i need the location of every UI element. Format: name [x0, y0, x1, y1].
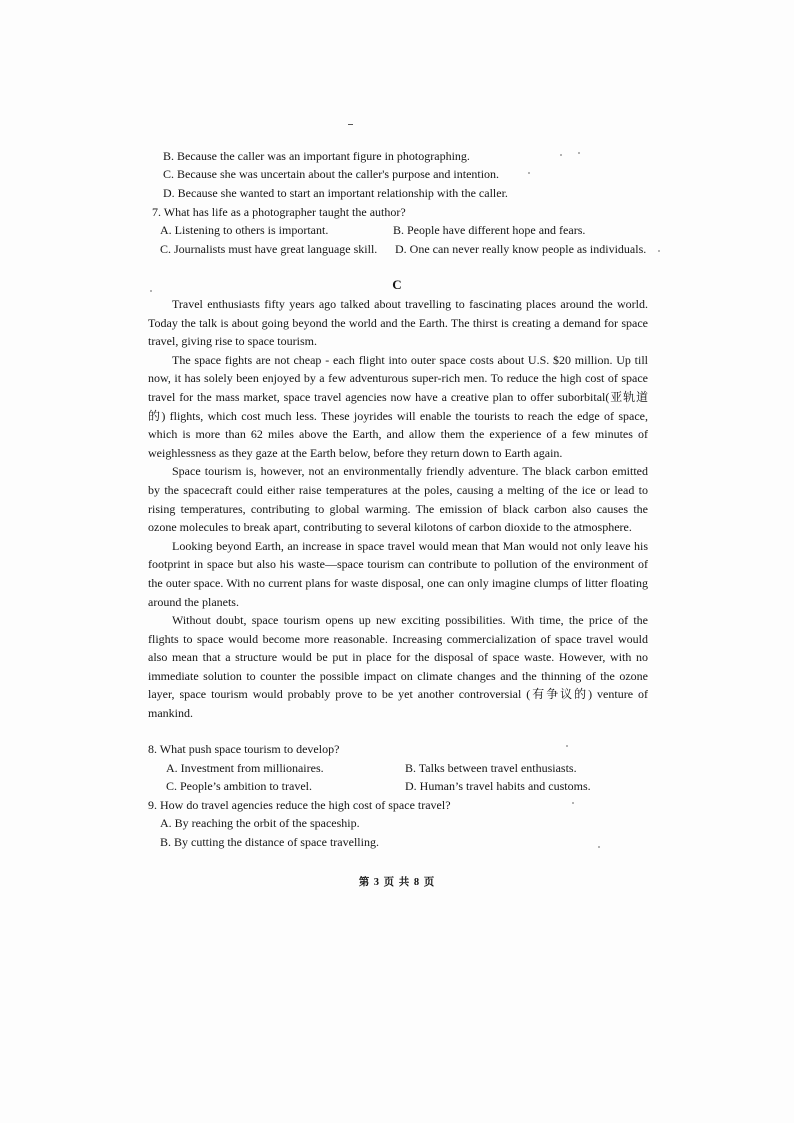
scan-speckle	[566, 745, 568, 747]
q9-option-a: A. By reaching the orbit of the spaceship.	[160, 816, 360, 831]
q9-stem: 9. How do travel agencies reduce the high cost of space travel?	[148, 797, 451, 812]
q8-options-row-2	[148, 777, 658, 796]
q6-option-d: D. Because she wanted to start an important relationship with the caller.	[163, 186, 508, 200]
section-heading: C	[392, 277, 402, 292]
scan-speckle	[560, 154, 562, 156]
q6-option-c: C. Because she was uncertain about the caller's purpose and intention.	[163, 167, 500, 181]
q8-option-c: C. People’s ambition to travel.	[166, 779, 312, 794]
passage-paragraph-5: Without doubt, space tourism opens up new exciting possibilities. With time, the price of the flights to space would become more reasonable. Increasing commercialization of space travel would also mean that a structure would be put in place for the disposal of space waste. However, with no immediate solution to counter the possible impact on climate changes and the thinning of the ozone layer, space tourism would probably prove to be yet another controversial (有争议的) venture of mankind.	[148, 613, 648, 721]
passage-paragraph-1: Travel enthusiasts fifty years ago talked about travelling to fascinating places around the world. Today the talk is about going beyond the world and the Earth. The thirst is creating a demand for space travel, giving rise to space tourism.	[148, 297, 648, 349]
scan-speckle	[150, 290, 152, 292]
scan-mark	[348, 124, 353, 125]
q8-option-a: A. Investment from millionaires.	[166, 760, 324, 775]
page-number-footer: 第 3 页 共 8 页	[358, 877, 436, 888]
q7-option-d: D. One can never really know people as individuals.	[395, 242, 647, 256]
scan-speckle	[658, 250, 660, 252]
q7-option-c: C. Journalists must have great language skill.	[160, 242, 378, 256]
passage	[148, 295, 648, 723]
scan-speckle	[572, 802, 574, 804]
q7-stem: 7. What has life as a photographer taught the author?	[152, 205, 406, 219]
q8-option-b: B. Talks between travel enthusiasts.	[405, 760, 577, 775]
questions	[148, 740, 658, 852]
passage-paragraph-2: The space fights are not cheap - each flight into outer space costs about U.S. $20 million. Up till now, it has solely been enjoyed by a few adventurous super-rich men. To reduce the high cost of space travel for the mass market, space travel agencies now have a creative plan to offer suborbital(亚轨道的) flights, which cost much less. These joyrides will enable the tourists to reach the edge of space, which is more than 62 miles above the Earth, and allow them the experience of a few minutes of weighlessness as they gaze at the Earth below, before they return down to Earth again.	[148, 352, 648, 460]
q8-option-d: D. Human’s travel habits and customs.	[405, 779, 591, 794]
passage-paragraph-4: Looking beyond Earth, an increase in space travel would mean that Man would not only leave his footprint in space but also his waste—space tourism can contribute to pollution of the environment of the outer space. With no current plans for waste disposal, one can only imagine clumps of litter floating around the planets.	[148, 538, 648, 609]
scan-speckle	[528, 172, 530, 174]
q8-stem: 8. What push space tourism to develop?	[148, 742, 340, 756]
q9-options-row-2	[148, 833, 658, 852]
q9-options-row-1	[148, 814, 658, 833]
q8-options-row-1	[148, 759, 658, 778]
q6-option-b: B. Because the caller was an important figure in photographing.	[163, 149, 470, 163]
q7-option-a: A. Listening to others is important.	[160, 223, 329, 237]
q7-option-b: B. People have different hope and fears.	[393, 223, 586, 237]
scan-speckle	[578, 152, 580, 154]
q9-option-b: B. By cutting the distance of space travelling.	[160, 834, 379, 849]
passage-paragraph-3: Space tourism is, however, not an environmentally friendly adventure. The black carbon emitted by the spacecraft could either raise temperatures at the poles, causing a melting of the ice or lead to rising temperatures, contributing to global warming. The emission of black carbon also causes the ozone molecules to break apart, contributing to several kilotons of carbon dioxide to the atmosphere.	[148, 464, 648, 535]
scan-speckle	[598, 846, 600, 848]
